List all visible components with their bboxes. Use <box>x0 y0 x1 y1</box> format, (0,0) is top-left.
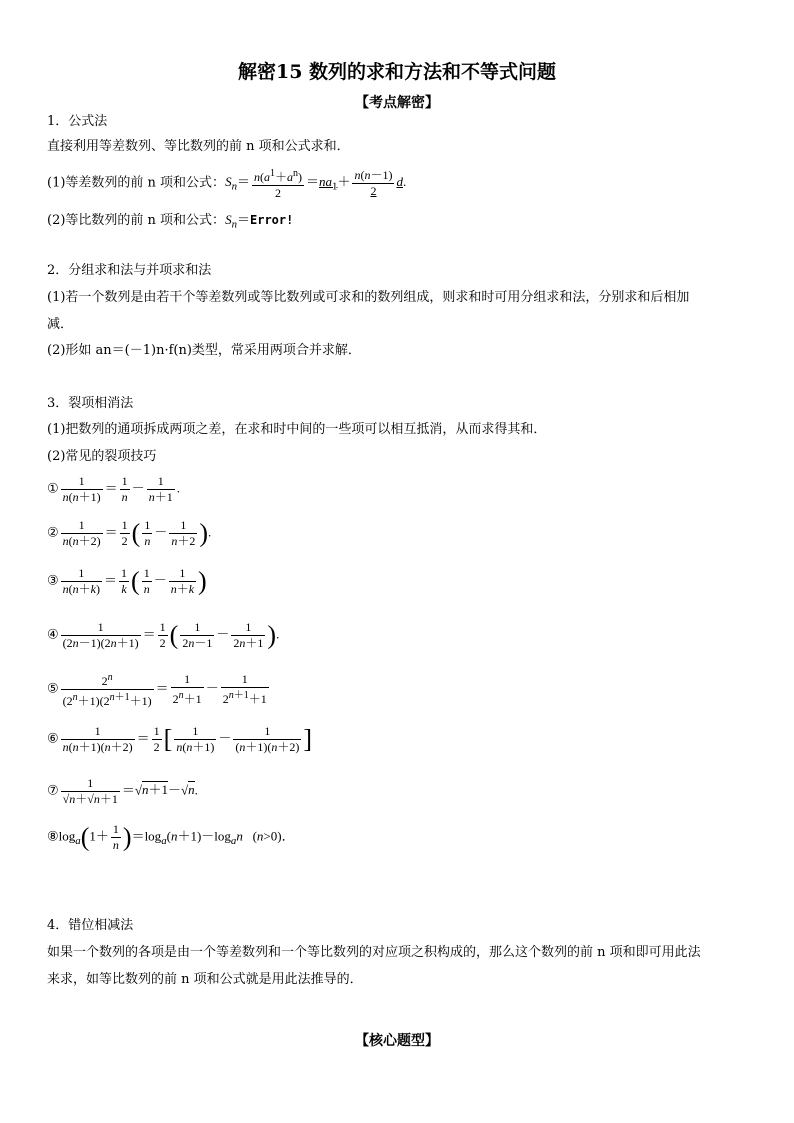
split-formula-7: ⑦ $\frac{1}{√n+√n+1}$ ＝√n＋1－√n. <box>47 776 198 806</box>
section-header-key-points: 【考点解密】 <box>355 95 439 111</box>
section-4-line1: 如果一个数列的各项是由一个等差数列和一个等比数列的对应项之积构成的，那么这个数列的前 n 项和即可用此法 <box>47 945 701 960</box>
split-formula-1: ① $\frac{1}{n(n+1)}$ ＝ $\frac{1}{n}$ － $\frac{1}{n+1}$ . <box>47 474 180 504</box>
error-text: Error! <box>250 213 294 227</box>
formula-geometric-sum: (2)等比数列的前 n 项和公式：$S_n=Error$! <box>47 212 294 231</box>
formula-arithmetic-prefix: (1)等差数列的前 n 项和公式： <box>47 175 226 191</box>
split-formula-5: ⑤ $\frac{2^n}{(2^n+1)(2^{n+1}+1)}$ ＝ $\frac{1}{2^n+1}$ － $\frac{1}{2^{n+1}+1}$ <box>47 672 267 708</box>
page-title: 解密15 数列的求和方法和不等式问题 <box>237 61 557 83</box>
section-3-heading: 3．裂项相消法 <box>47 396 134 411</box>
split-formula-4: ④ $\frac{1}{(2n-1)(2n+1)}$ ＝ $\frac{1}{2}$ ( $\frac{1}{2n-1}$ － $\frac{1}{2n+1}$ ). <box>47 620 280 650</box>
section-3-p1: (1)把数列的通项拆成两项之差，在求和时中间的一些项可以相互抵消，从而求得其和． <box>47 422 547 437</box>
split-formula-6: ⑥ $\frac{1}{n(n+1)(n+2)}$ ＝ $\frac{1}{2}$ [ $\frac{1}{n(n+1)}$ － $\frac{1}{(n+1)(n+2)}$ ] <box>47 724 313 754</box>
section-2-p1-line1: (1)若一个数列是由若干个等差数列或等比数列或可求和的数列组成，则求和时可用分组求和法，分别求和后相加 <box>47 290 690 305</box>
section-2-p1-line2: 减． <box>47 317 74 332</box>
formula-arithmetic-math: $S_n=$ $\frac{n(a^1+a^n)}{2}$ $=na_1+$ $\frac{n(n-1)}{2}$ d. <box>225 168 407 200</box>
section-1-heading: 1．公式法 <box>47 114 108 129</box>
formula-geometric-prefix: (2)等比数列的前 n 项和公式： <box>47 213 226 228</box>
split-formula-2: ② $\frac{1}{n(n+2)}$ ＝ $\frac{1}{2}$ ( $\frac{1}{n}$ － $\frac{1}{n+2}$ ). <box>47 518 212 548</box>
section-2-heading: 2．分组求和法与并项求和法 <box>47 263 212 278</box>
section-header-core-problems: 【核心题型】 <box>355 1033 439 1049</box>
section-1-intro: 直接利用等差数列、等比数列的前 n 项和公式求和． <box>47 139 350 154</box>
section-3-p2: (2)常见的裂项技巧 <box>47 449 157 464</box>
section-4-line2: 来求，如等比数列的前 n 项和公式就是用此法推导的． <box>47 972 363 987</box>
formula-arithmetic-sum <box>47 166 406 201</box>
split-formula-8: $⑧\log_a(1+$ $\frac{1}{n}$ )$=\log_a(n+1)-\log_an$ (n>0)． <box>47 822 295 852</box>
section-2-p2: (2)形如 an＝(－1)n·f(n)类型，常采用两项合并求解． <box>47 343 361 358</box>
section-4-heading: 4．错位相减法 <box>47 918 134 933</box>
split-formula-3: ③ $\frac{1}{n(n+k)}$ ＝ $\frac{1}{k}$ ( $\frac{1}{n}$ － $\frac{1}{n+k}$ ) <box>47 566 207 596</box>
